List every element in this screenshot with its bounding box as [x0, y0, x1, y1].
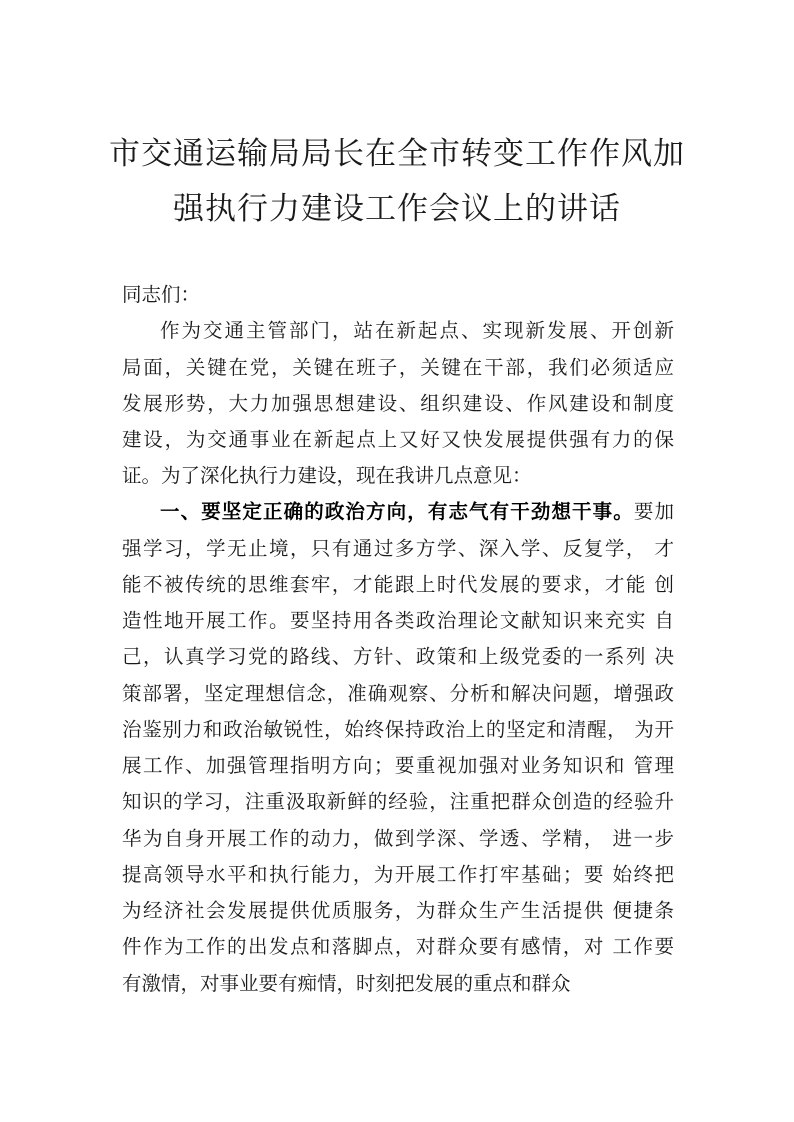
- paragraph-line: 件作为工作的出发点和落脚点，对群众要有感情，对 工作要: [122, 935, 674, 958]
- paragraph-line: 己，认真学习党的路线、方针、政策和上级党委的一系列 决: [122, 645, 674, 668]
- section-1-heading-tail: 要加: [633, 500, 674, 523]
- paragraph-line: 造性地开展工作。要坚持用各类政治理论文献知识来充实 自: [122, 609, 674, 632]
- salutation: 同志们：: [122, 283, 201, 306]
- paragraph-line: 知识的学习，注重汲取新鲜的经验，注重把群众创造的经验升: [122, 790, 674, 813]
- paragraph-line: 证。为了深化执行力建设，现在我讲几点意见：: [122, 464, 532, 487]
- section-1-heading-line: [160, 494, 674, 530]
- section-1-heading: 一、要坚定正确的政治方向，有志气有干劲想干事。: [160, 500, 634, 523]
- paragraph-line: 提高领导水平和执行能力，为开展工作打牢基础；要 始终把: [122, 863, 674, 886]
- paragraph-line: 策部署，坚定理想信念，准确观察、分析和解决问题，增强政: [122, 682, 674, 705]
- paragraph-line: 作为交通主管部门，站在新起点、实现新发展、开创新: [160, 319, 674, 342]
- paragraph-line: 局面，关键在党，关键在班子，关键在干部，我们必须适应: [122, 356, 674, 379]
- paragraph-line: 强学习，学无止境，只有通过多方学、深入学、反复学， 才: [122, 537, 674, 560]
- paragraph-line: 发展形势，大力加强思想建设、组织建设、作风建设和制度: [122, 392, 674, 415]
- paragraph-line: 建设，为交通事业在新起点上又好又快发展提供强有力的保: [122, 428, 674, 451]
- paragraph-line: 为经济社会发展提供优质服务，为群众生产生活提供 便捷条: [122, 899, 674, 922]
- document-title-line-2: 强执行力建设工作会议上的讲话: [173, 191, 621, 227]
- paragraph-line: 有激情，对事业要有痴情，时刻把发展的重点和群众: [122, 972, 571, 995]
- document-title-line-1: 市交通运输局局长在全市转变工作作风加: [109, 136, 685, 172]
- paragraph-line: 治鉴别力和政治敏锐性，始终保持政治上的坚定和清醒， 为开: [122, 718, 674, 741]
- paragraph-line: 能不被传统的思维套牢，才能跟上时代发展的要求，才能 创: [122, 573, 674, 596]
- paragraph-line: 展工作、加强管理指明方向；要重视加强对业务知识和 管理: [122, 754, 674, 777]
- paragraph-line: 华为自身开展工作的动力，做到学深、学透、学精， 进一步: [122, 827, 674, 850]
